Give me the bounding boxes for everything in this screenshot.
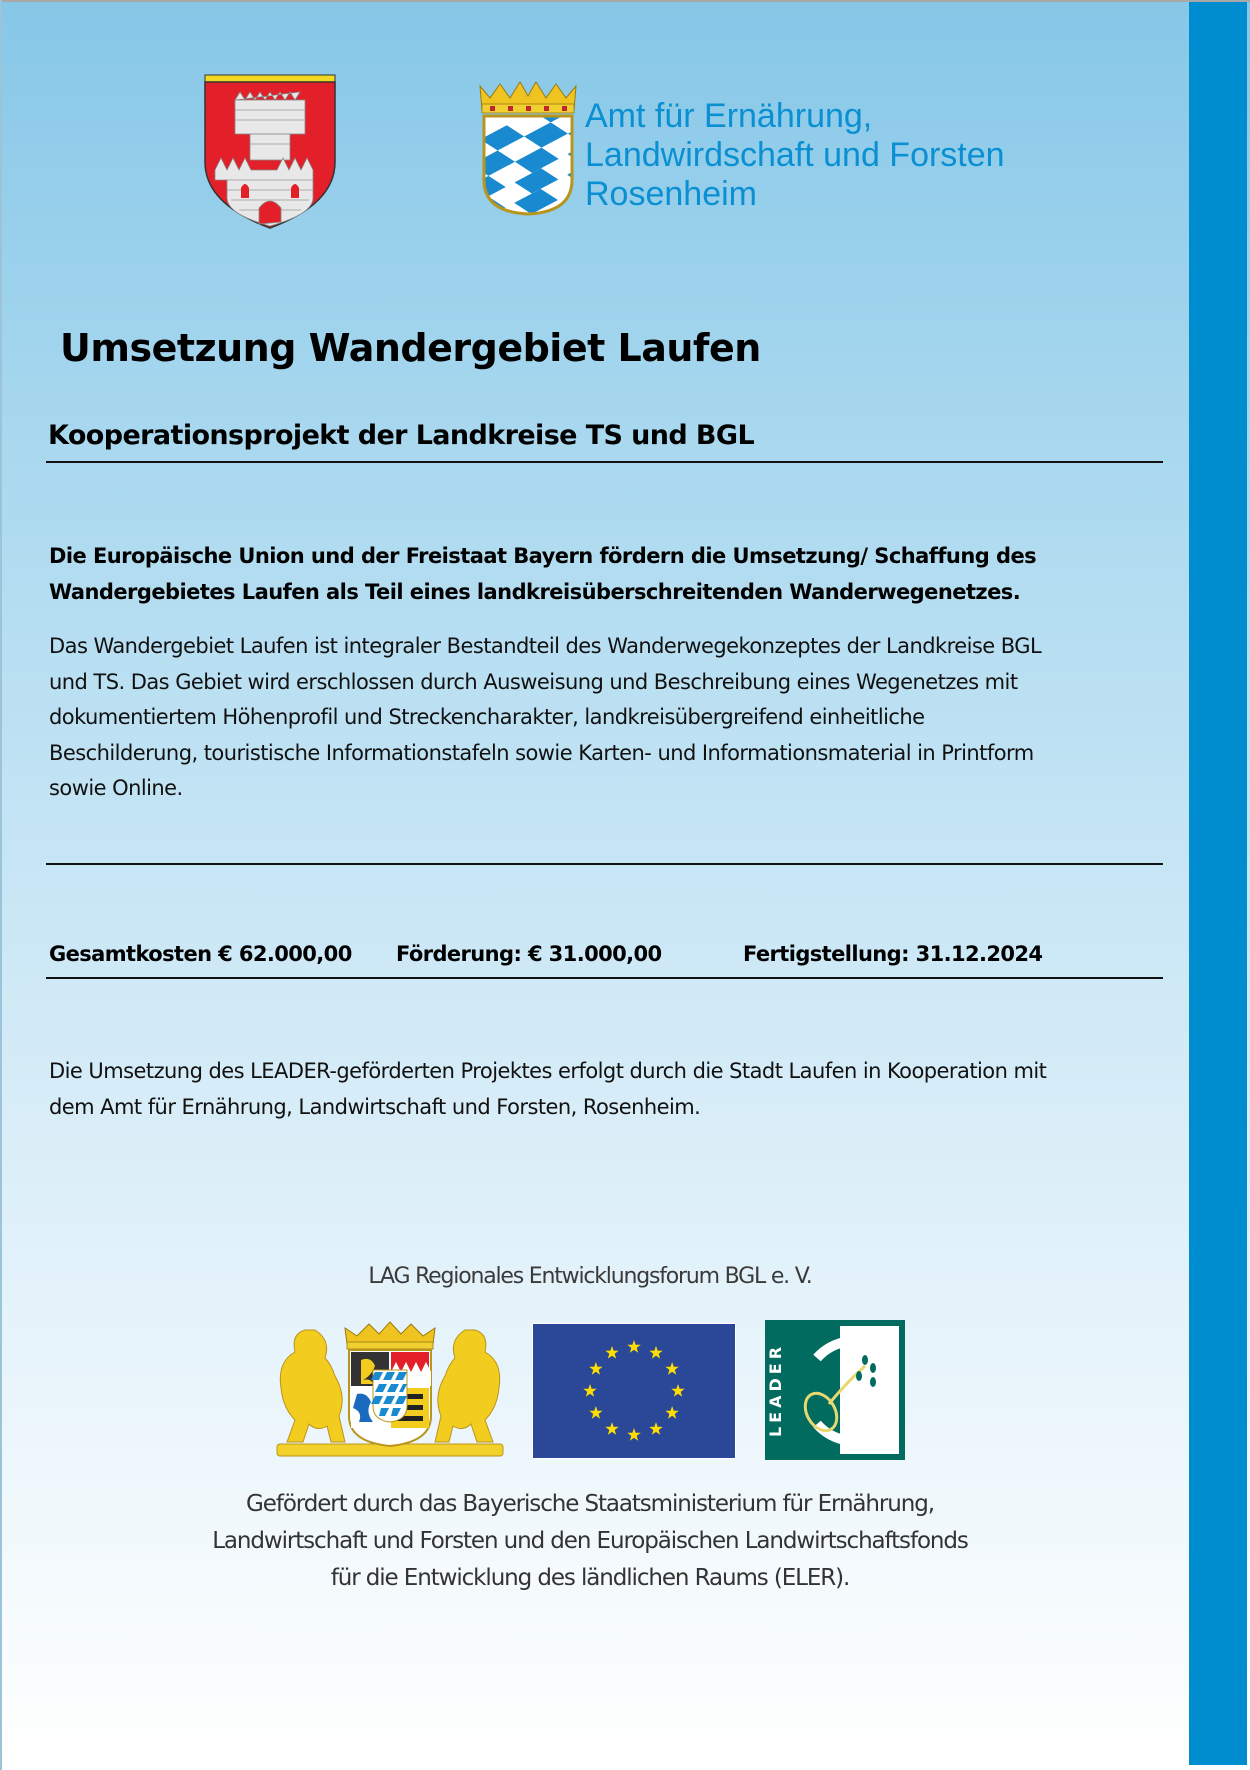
divider xyxy=(46,461,1163,463)
implementation-line: dem Amt für Ernährung, Landwirtschaft und Forsten, Rosenheim. xyxy=(49,1094,701,1119)
lag-label: LAG Regionales Entwicklungsforum BGL e. V. xyxy=(368,1264,812,1289)
description-line: sowie Online. xyxy=(49,776,183,800)
right-accent-stripe xyxy=(1189,2,1247,1765)
intro-paragraph xyxy=(49,538,1169,610)
top-border xyxy=(0,0,1250,2)
description-paragraph xyxy=(49,629,1169,807)
page-subtitle: Kooperationsprojekt der Landkreise TS und BGL xyxy=(48,420,755,451)
funding-notice xyxy=(200,1486,980,1597)
bavaria-small-crest-icon xyxy=(478,80,578,216)
agency-line: Amt für Ernährung, xyxy=(585,97,873,135)
bavaria-coat-of-arms-icon xyxy=(275,1320,505,1460)
leader-logo-icon xyxy=(765,1320,905,1460)
implementation-paragraph xyxy=(49,1054,1169,1125)
funding-line: Gefördert durch das Bayerische Staatsministerium für Ernährung, xyxy=(246,1491,934,1517)
divider xyxy=(46,977,1163,979)
laufen-crest-icon xyxy=(203,74,337,230)
completion-date: Fertigstellung: 31.12.2024 xyxy=(743,942,1043,966)
intro-line: Wandergebietes Laufen als Teil eines landkreisüberschreitenden Wanderwegenetzes. xyxy=(49,580,1021,604)
eu-flag-icon xyxy=(532,1323,736,1459)
implementation-line: Die Umsetzung des LEADER-geförderten Projektes erfolgt durch die Stadt Laufen in Kooperation mit xyxy=(49,1059,1047,1083)
description-line: Beschilderung, touristische Informationstafeln sowie Karten- und Informationsmaterial in Printform xyxy=(49,740,1034,765)
page-title: Umsetzung Wandergebiet Laufen xyxy=(60,326,761,370)
intro-line: Die Europäische Union und der Freistaat Bayern fördern die Umsetzung/ Schaffung des xyxy=(49,544,1037,568)
total-cost: Gesamtkosten € 62.000,00 xyxy=(49,942,352,966)
description-line: dokumentiertem Höhenprofil und Streckencharakter, landkreisübergreifend einheitliche xyxy=(49,705,925,729)
funding-amount: Förderung: € 31.000,00 xyxy=(396,942,662,966)
agency-name xyxy=(585,97,1005,214)
agency-line: Rosenheim xyxy=(585,175,757,213)
description-line: und TS. Das Gebiet wird erschlossen durch Ausweisung und Beschreibung eines Wegenetzes mit xyxy=(49,669,1018,694)
agency-line: Landwirdschaft und Forsten xyxy=(585,136,1005,174)
left-border xyxy=(0,0,2,1770)
funding-line: Landwirtschaft und Forsten und den Europäischen Landwirtschaftsfonds xyxy=(212,1528,968,1554)
divider xyxy=(46,863,1163,865)
description-line: Das Wandergebiet Laufen ist integraler Bestandteil des Wanderwegekonzeptes der Landkreise BGL xyxy=(49,634,1042,658)
leader-logo-text: LEADER xyxy=(766,1342,785,1438)
funding-line: für die Entwicklung des ländlichen Raums (ELER). xyxy=(330,1565,850,1591)
